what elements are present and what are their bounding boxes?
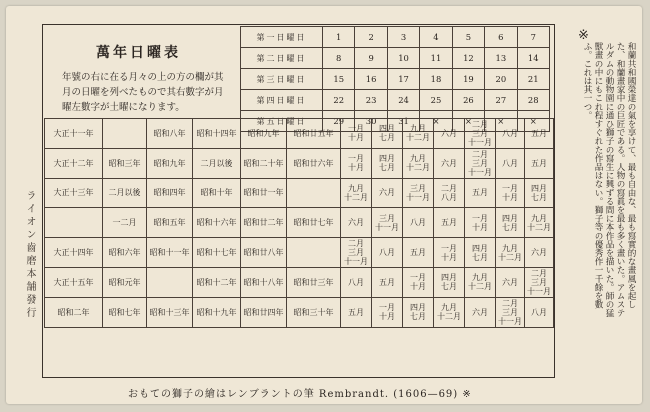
date-cell: 1 [323,27,355,48]
month-label: 十一月 [468,137,492,147]
intro-text: 年號の右に在る月々の上の方の欄が其月の日曜を列べたもので其右數字が月曜左數字が土曜になります。 [62,72,224,113]
era-cell: 昭和六年 [103,238,147,268]
era-cell [45,208,103,238]
year-row [45,119,554,149]
era-cell: 昭和廿六年 [287,148,341,178]
month-label: 七月 [441,282,457,292]
month-cell [372,148,403,178]
date-cell: 17 [387,69,419,90]
era-cell: 昭和七年 [103,297,147,327]
era-cell: 昭和三年 [103,148,147,178]
month-label: 五月 [410,248,426,258]
date-cell: 4 [420,27,452,48]
month-label: 四月 [502,213,518,223]
month-label: 一月 [379,303,395,313]
month-cell [403,238,434,268]
month-label: 三月 [531,277,547,287]
month-label: 十一月 [498,316,522,326]
week-label: 第一日曜日 [241,27,323,48]
month-label: 二月 [531,268,547,278]
month-label: 十月 [348,133,364,143]
date-cell: × [420,111,452,132]
date-cell: 20 [485,69,517,90]
era-cell: 大正十三年 [45,178,103,208]
era-cell: 昭和廿一年 [241,178,287,208]
date-cell: 10 [387,48,419,69]
month-label: 七月 [502,222,518,232]
month-label: 七月 [379,133,395,143]
month-label: 十月 [472,222,488,232]
era-cell: 二月以後 [103,178,147,208]
month-label: 九月 [348,183,364,193]
month-label: 七月 [410,312,426,322]
era-cell: 大正十二年 [45,148,103,178]
month-label: 一月 [502,183,518,193]
month-label: 九月 [410,124,426,134]
month-label: 九月 [531,213,547,223]
era-cell: 昭和九年 [241,119,287,149]
month-label: 六月 [531,248,547,258]
era-cell: 昭和十二年 [193,267,241,297]
month-label: 六月 [502,277,518,287]
month-cell [496,148,525,178]
month-cell [496,119,525,149]
era-cell: 昭和廿八年 [241,238,287,268]
month-label: 五月 [379,277,395,287]
era-cell: 昭和四年 [147,178,193,208]
date-cell: 23 [355,90,387,111]
month-cell [372,297,403,327]
date-cell: 9 [355,48,387,69]
date-cell: 12 [452,48,484,69]
month-label: 十月 [410,282,426,292]
month-label: 七月 [472,252,488,262]
month-label: 三月 [502,307,518,317]
month-label: 六月 [348,218,364,228]
month-cell [496,267,525,297]
era-cell [287,238,341,268]
month-label: 九月 [410,154,426,164]
year-row [45,238,554,268]
month-label: 九月 [441,303,457,313]
week-row [241,69,550,90]
month-label: 三月 [410,183,426,193]
month-label: 十一月 [527,286,551,296]
month-cell [465,148,496,178]
date-cell: × [517,111,549,132]
month-label: 十二月 [498,252,522,262]
month-label: 一月 [410,273,426,283]
date-cell: 11 [420,48,452,69]
month-cell [372,119,403,149]
note-mark: ※ [578,28,589,43]
month-cell [465,297,496,327]
month-cell [403,178,434,208]
month-label: 三月 [379,213,395,223]
date-cell: 27 [485,90,517,111]
year-row [45,208,554,238]
month-cell [434,208,465,238]
date-cell: × [485,111,517,132]
date-cell: × [452,111,484,132]
month-label: 三月 [472,158,488,168]
month-label: 七月 [531,192,547,202]
date-cell: 31 [387,111,419,132]
month-cell [496,297,525,327]
month-label: 五月 [531,158,547,168]
month-label: 二月 [472,149,488,159]
month-label: 十月 [502,192,518,202]
month-label: 十一月 [375,222,399,232]
month-cell [465,178,496,208]
month-label: 一月 [472,213,488,223]
date-cell: 2 [355,27,387,48]
month-cell [341,267,372,297]
era-cell: 昭和十六年 [193,208,241,238]
era-cell: 二月以後 [193,148,241,178]
month-label: 十一月 [344,257,368,267]
month-label: 七月 [379,163,395,173]
month-cell [434,148,465,178]
week-row [241,27,550,48]
era-cell: 大正十五年 [45,267,103,297]
date-cell: 6 [485,27,517,48]
month-cell [465,119,496,149]
month-label: 二月 [441,183,457,193]
era-cell [147,267,193,297]
year-row [45,267,554,297]
month-label: 八月 [348,277,364,287]
month-cell [341,297,372,327]
date-cell: 25 [420,90,452,111]
month-label: 十二月 [344,192,368,202]
month-label: 二月 [502,298,518,308]
month-label: 九月 [472,273,488,283]
month-cell [434,238,465,268]
month-label: 一月 [348,154,364,164]
month-cell [465,208,496,238]
era-cell: 昭和廿五年 [287,119,341,149]
month-label: 四月 [531,183,547,193]
era-cell: 一二月 [103,208,147,238]
era-cell: 昭和十一年 [147,238,193,268]
month-label: 八月 [379,248,395,258]
month-label: 十月 [441,252,457,262]
era-cell: 昭和十四年 [193,119,241,149]
month-label: 二月 [472,119,488,129]
era-cell: 昭和十九年 [193,297,241,327]
month-label: 十月 [379,312,395,322]
month-label: 十一月 [406,192,430,202]
month-label: 十二月 [437,312,461,322]
era-cell: 昭和廿四年 [241,297,287,327]
month-label: 四月 [441,273,457,283]
month-label: 六月 [472,307,488,317]
week-label: 第五日曜日 [241,111,323,132]
publisher-text: ライオン齒磨本舗發行 [24,190,35,320]
month-label: 四月 [472,243,488,253]
month-cell [434,267,465,297]
month-cell [434,178,465,208]
month-label: 八月 [502,128,518,138]
month-cell [372,178,403,208]
month-cell [372,238,403,268]
month-cell [341,178,372,208]
month-label: 十一月 [468,167,492,177]
month-label: 二月 [348,239,364,249]
month-cell [403,119,434,149]
date-cell: 7 [517,27,549,48]
date-cell: 16 [355,69,387,90]
week-row [241,48,550,69]
era-cell [287,178,341,208]
date-cell: 8 [323,48,355,69]
month-label: 三月 [472,128,488,138]
month-cell [434,297,465,327]
month-cell [341,148,372,178]
month-label: 五月 [348,307,364,317]
month-label: 十月 [348,163,364,173]
date-cell: 13 [485,48,517,69]
month-cell [434,119,465,149]
era-cell: 大正十一年 [45,119,103,149]
era-cell: 昭和十三年 [147,297,193,327]
era-cell: 昭和廿七年 [287,208,341,238]
month-cell [465,267,496,297]
era-cell: 昭和十七年 [193,238,241,268]
month-label: 八月 [410,218,426,228]
date-cell: 28 [517,90,549,111]
month-cell [403,148,434,178]
month-cell [341,119,372,149]
month-label: 五月 [441,218,457,228]
month-label: 四月 [410,303,426,313]
date-cell: 14 [517,48,549,69]
date-cell: 18 [420,69,452,90]
era-cell: 昭和二年 [45,297,103,327]
month-cell [496,238,525,268]
date-cell: 19 [452,69,484,90]
month-cell [341,238,372,268]
era-cell: 昭和九年 [147,148,193,178]
date-cell: 29 [323,111,355,132]
date-cell: 5 [452,27,484,48]
date-cell: 22 [323,90,355,111]
era-cell: 昭和十年 [193,178,241,208]
month-cell [372,267,403,297]
month-cell [403,297,434,327]
month-cell [465,238,496,268]
date-cell: 3 [387,27,419,48]
date-cell: 15 [323,69,355,90]
month-label: 十二月 [527,222,551,232]
caption-text: おもての獅子の繪はレンブラントの筆 Rembrandt. (1606—69) ※ [128,389,472,400]
month-label: 六月 [441,128,457,138]
era-cell: 昭和十八年 [241,267,287,297]
page-title: 萬年日曜表 [96,45,181,61]
month-label: 八月 [531,307,547,317]
month-label: 十二月 [406,133,430,143]
month-label: 八月 [502,158,518,168]
year-row [45,178,554,208]
month-label: 八月 [441,192,457,202]
month-label: 一月 [441,243,457,253]
date-cell: 24 [387,90,419,111]
week-label: 第三日曜日 [241,69,323,90]
date-table [240,26,550,132]
date-cell: 26 [452,90,484,111]
date-cell: 30 [355,111,387,132]
era-cell: 昭和元年 [103,267,147,297]
era-cell: 昭和八年 [147,119,193,149]
year-row [45,297,554,327]
week-label: 第二日曜日 [241,48,323,69]
month-label: 五月 [472,188,488,198]
rembrandt-note: 和蘭共和國榮達の氣を享けて、最も自由な、最も寫實的な畫風を起した、和蘭畫家中の巨匠である。人物の寫眞を最も多く畫いた。アムステルダムの動物園に通ひ獅子の寫生に興ずる間に本作品を描いた。師の猛獸畫の中にもこれ程すぐれた作品はない。獅子等の優秀作一千餘を數ふ。これは其一つ。 [582,42,636,318]
era-cell: 大正十四年 [45,238,103,268]
month-cell [496,178,525,208]
month-label: 四月 [379,124,395,134]
month-label: 四月 [379,154,395,164]
era-cell: 昭和廿二年 [241,208,287,238]
era-cell [103,119,147,149]
era-cell: 昭和二十年 [241,148,287,178]
month-label: 三月 [348,248,364,258]
month-cell [372,208,403,238]
era-cell: 昭和五年 [147,208,193,238]
week-row [241,90,550,111]
era-cell: 昭和三十年 [287,297,341,327]
year-row [45,148,554,178]
month-label: 九月 [502,243,518,253]
month-label: 一月 [348,124,364,134]
month-cell [496,208,525,238]
month-label: 六月 [441,158,457,168]
era-cell: 昭和廿三年 [287,267,341,297]
month-label: 十二月 [468,282,492,292]
month-label: 十二月 [406,163,430,173]
month-cell [403,208,434,238]
month-label: 五月 [531,128,547,138]
month-cell [403,267,434,297]
month-label: 六月 [379,188,395,198]
month-cell [341,208,372,238]
week-label: 第四日曜日 [241,90,323,111]
date-cell: 21 [517,69,549,90]
year-month-table [44,118,554,328]
